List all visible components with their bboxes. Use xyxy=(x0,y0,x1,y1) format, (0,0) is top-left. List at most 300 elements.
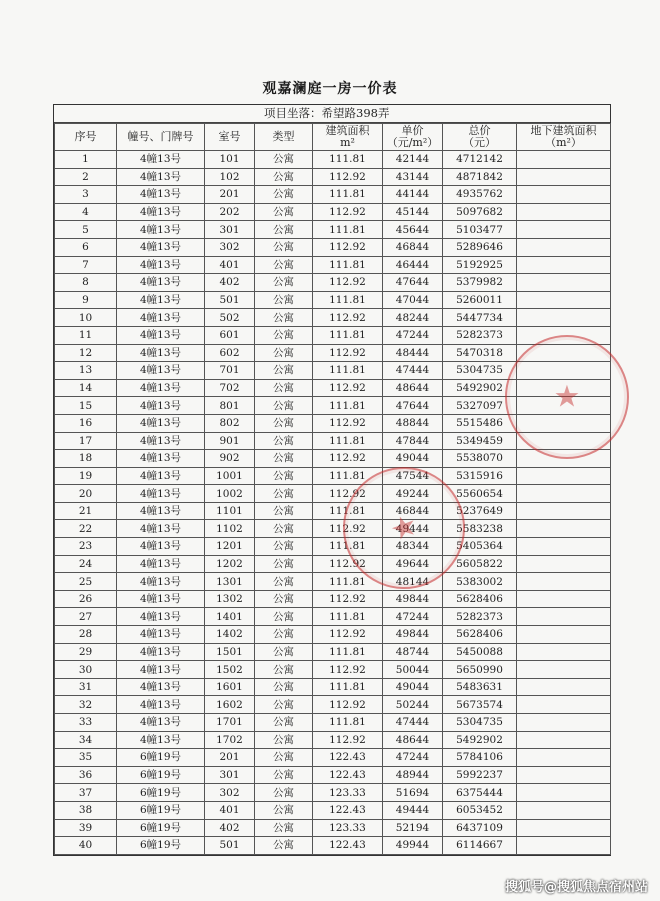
cell-underground-area xyxy=(517,467,611,485)
table-header-row xyxy=(55,124,611,151)
cell-area: 111.81 xyxy=(313,432,383,450)
cell-area: 112.92 xyxy=(313,274,383,292)
cell-unit-price: 46844 xyxy=(383,238,443,256)
cell-type: 公寓 xyxy=(255,221,313,239)
cell-seq: 18 xyxy=(55,450,117,468)
cell-underground-area xyxy=(517,837,611,855)
cell-unit-price: 50244 xyxy=(383,696,443,714)
cell-seq: 36 xyxy=(55,766,117,784)
cell-area: 111.81 xyxy=(313,678,383,696)
table-row xyxy=(55,661,611,679)
cell-type: 公寓 xyxy=(255,485,313,503)
cell-type: 公寓 xyxy=(255,837,313,855)
cell-total-price: 5304735 xyxy=(443,714,517,732)
cell-room: 1401 xyxy=(205,608,255,626)
cell-type: 公寓 xyxy=(255,819,313,837)
cell-unit-price: 48144 xyxy=(383,573,443,591)
cell-building: 4幢13号 xyxy=(117,186,205,204)
cell-room: 1602 xyxy=(205,696,255,714)
cell-room: 701 xyxy=(205,362,255,380)
cell-total-price: 5282373 xyxy=(443,326,517,344)
cell-room: 1301 xyxy=(205,573,255,591)
cell-type: 公寓 xyxy=(255,432,313,450)
table-row xyxy=(55,590,611,608)
cell-room: 1701 xyxy=(205,714,255,732)
cell-type: 公寓 xyxy=(255,696,313,714)
table-row xyxy=(55,151,611,169)
cell-unit-price: 49444 xyxy=(383,801,443,819)
cell-area: 112.92 xyxy=(313,450,383,468)
cell-type: 公寓 xyxy=(255,362,313,380)
cell-type: 公寓 xyxy=(255,661,313,679)
table-row xyxy=(55,819,611,837)
cell-total-price: 5450088 xyxy=(443,643,517,661)
table-row xyxy=(55,520,611,538)
table-row xyxy=(55,555,611,573)
cell-type: 公寓 xyxy=(255,749,313,767)
table-row xyxy=(55,626,611,644)
cell-type: 公寓 xyxy=(255,538,313,556)
cell-room: 201 xyxy=(205,186,255,204)
cell-type: 公寓 xyxy=(255,326,313,344)
cell-type: 公寓 xyxy=(255,520,313,538)
cell-underground-area xyxy=(517,801,611,819)
header-underground-area: 地下建筑面积 （m²） xyxy=(517,124,611,151)
table-row xyxy=(55,608,611,626)
cell-seq: 26 xyxy=(55,590,117,608)
cell-room: 402 xyxy=(205,819,255,837)
cell-seq: 27 xyxy=(55,608,117,626)
cell-seq: 37 xyxy=(55,784,117,802)
table-row xyxy=(55,467,611,485)
cell-building: 4幢13号 xyxy=(117,238,205,256)
cell-total-price: 5405364 xyxy=(443,538,517,556)
cell-area: 112.92 xyxy=(313,590,383,608)
table-body xyxy=(55,151,611,855)
cell-building: 4幢13号 xyxy=(117,590,205,608)
cell-total-price: 5470318 xyxy=(443,344,517,362)
cell-underground-area xyxy=(517,151,611,169)
cell-underground-area xyxy=(517,749,611,767)
cell-type: 公寓 xyxy=(255,274,313,292)
cell-room: 1001 xyxy=(205,467,255,485)
price-table xyxy=(54,123,611,855)
cell-seq: 35 xyxy=(55,749,117,767)
cell-building: 4幢13号 xyxy=(117,274,205,292)
cell-unit-price: 44144 xyxy=(383,186,443,204)
cell-total-price: 5237649 xyxy=(443,502,517,520)
table-row xyxy=(55,221,611,239)
cell-total-price: 4871842 xyxy=(443,168,517,186)
table-row xyxy=(55,837,611,855)
cell-building: 6幢19号 xyxy=(117,784,205,802)
cell-unit-price: 49844 xyxy=(383,626,443,644)
cell-type: 公寓 xyxy=(255,168,313,186)
cell-seq: 38 xyxy=(55,801,117,819)
table-row xyxy=(55,326,611,344)
cell-unit-price: 47444 xyxy=(383,362,443,380)
cell-area: 111.81 xyxy=(313,326,383,344)
cell-total-price: 5379982 xyxy=(443,274,517,292)
cell-room: 1501 xyxy=(205,643,255,661)
cell-building: 4幢13号 xyxy=(117,168,205,186)
cell-seq: 9 xyxy=(55,291,117,309)
cell-building: 4幢13号 xyxy=(117,344,205,362)
cell-unit-price: 49244 xyxy=(383,485,443,503)
cell-total-price: 5628406 xyxy=(443,626,517,644)
cell-unit-price: 47244 xyxy=(383,749,443,767)
cell-area: 111.81 xyxy=(313,573,383,591)
cell-seq: 31 xyxy=(55,678,117,696)
cell-unit-price: 48444 xyxy=(383,344,443,362)
cell-room: 1101 xyxy=(205,502,255,520)
cell-area: 112.92 xyxy=(313,203,383,221)
cell-total-price: 5784106 xyxy=(443,749,517,767)
table-row xyxy=(55,256,611,274)
cell-underground-area xyxy=(517,238,611,256)
cell-unit-price: 48244 xyxy=(383,309,443,327)
cell-total-price: 4935762 xyxy=(443,186,517,204)
cell-type: 公寓 xyxy=(255,344,313,362)
cell-total-price: 5483631 xyxy=(443,678,517,696)
cell-unit-price: 47544 xyxy=(383,467,443,485)
cell-room: 901 xyxy=(205,432,255,450)
cell-type: 公寓 xyxy=(255,643,313,661)
cell-unit-price: 43144 xyxy=(383,168,443,186)
cell-building: 4幢13号 xyxy=(117,502,205,520)
cell-seq: 19 xyxy=(55,467,117,485)
cell-room: 501 xyxy=(205,837,255,855)
cell-underground-area xyxy=(517,731,611,749)
cell-seq: 3 xyxy=(55,186,117,204)
cell-seq: 12 xyxy=(55,344,117,362)
cell-underground-area xyxy=(517,573,611,591)
header-seq: 序号 xyxy=(55,124,117,151)
cell-total-price: 5304735 xyxy=(443,362,517,380)
cell-room: 902 xyxy=(205,450,255,468)
cell-seq: 34 xyxy=(55,731,117,749)
cell-total-price: 5282373 xyxy=(443,608,517,626)
cell-seq: 25 xyxy=(55,573,117,591)
cell-total-price: 6437109 xyxy=(443,819,517,837)
cell-seq: 33 xyxy=(55,714,117,732)
cell-underground-area xyxy=(517,502,611,520)
cell-unit-price: 46844 xyxy=(383,502,443,520)
cell-seq: 29 xyxy=(55,643,117,661)
cell-area: 111.81 xyxy=(313,151,383,169)
cell-type: 公寓 xyxy=(255,450,313,468)
cell-building: 4幢13号 xyxy=(117,678,205,696)
header-total-price: 总价 （元） xyxy=(443,124,517,151)
cell-building: 6幢19号 xyxy=(117,837,205,855)
cell-type: 公寓 xyxy=(255,626,313,644)
table-row xyxy=(55,450,611,468)
cell-room: 301 xyxy=(205,221,255,239)
cell-building: 4幢13号 xyxy=(117,608,205,626)
cell-underground-area xyxy=(517,221,611,239)
cell-room: 1502 xyxy=(205,661,255,679)
cell-area: 112.92 xyxy=(313,731,383,749)
cell-type: 公寓 xyxy=(255,784,313,802)
cell-total-price: 5538070 xyxy=(443,450,517,468)
cell-unit-price: 47244 xyxy=(383,608,443,626)
cell-total-price: 4712142 xyxy=(443,151,517,169)
table-row xyxy=(55,784,611,802)
cell-total-price: 6375444 xyxy=(443,784,517,802)
header-type: 类型 xyxy=(255,124,313,151)
cell-total-price: 5349459 xyxy=(443,432,517,450)
cell-type: 公寓 xyxy=(255,714,313,732)
cell-room: 1402 xyxy=(205,626,255,644)
cell-seq: 32 xyxy=(55,696,117,714)
cell-room: 1102 xyxy=(205,520,255,538)
cell-underground-area xyxy=(517,784,611,802)
cell-underground-area xyxy=(517,819,611,837)
cell-area: 111.81 xyxy=(313,538,383,556)
table-row xyxy=(55,309,611,327)
cell-area: 112.92 xyxy=(313,626,383,644)
cell-total-price: 5673574 xyxy=(443,696,517,714)
cell-unit-price: 47844 xyxy=(383,432,443,450)
cell-room: 1302 xyxy=(205,590,255,608)
cell-total-price: 5583238 xyxy=(443,520,517,538)
cell-room: 702 xyxy=(205,379,255,397)
cell-type: 公寓 xyxy=(255,555,313,573)
cell-room: 302 xyxy=(205,238,255,256)
table-row xyxy=(55,643,611,661)
cell-seq: 1 xyxy=(55,151,117,169)
cell-underground-area xyxy=(517,309,611,327)
table-row xyxy=(55,291,611,309)
cell-building: 4幢13号 xyxy=(117,432,205,450)
cell-building: 4幢13号 xyxy=(117,520,205,538)
cell-building: 4幢13号 xyxy=(117,326,205,344)
cell-total-price: 6114667 xyxy=(443,837,517,855)
cell-type: 公寓 xyxy=(255,151,313,169)
cell-seq: 2 xyxy=(55,168,117,186)
cell-underground-area xyxy=(517,643,611,661)
cell-total-price: 5097682 xyxy=(443,203,517,221)
cell-unit-price: 49944 xyxy=(383,837,443,855)
cell-type: 公寓 xyxy=(255,203,313,221)
cell-type: 公寓 xyxy=(255,590,313,608)
cell-area: 112.92 xyxy=(313,696,383,714)
cell-seq: 28 xyxy=(55,626,117,644)
cell-seq: 16 xyxy=(55,414,117,432)
cell-area: 112.92 xyxy=(313,379,383,397)
cell-seq: 39 xyxy=(55,819,117,837)
cell-room: 202 xyxy=(205,203,255,221)
cell-underground-area xyxy=(517,485,611,503)
cell-unit-price: 50044 xyxy=(383,661,443,679)
cell-type: 公寓 xyxy=(255,678,313,696)
cell-unit-price: 48644 xyxy=(383,731,443,749)
table-row xyxy=(55,538,611,556)
cell-building: 4幢13号 xyxy=(117,573,205,591)
cell-room: 402 xyxy=(205,274,255,292)
cell-room: 201 xyxy=(205,749,255,767)
cell-area: 122.43 xyxy=(313,801,383,819)
cell-type: 公寓 xyxy=(255,309,313,327)
cell-total-price: 5383002 xyxy=(443,573,517,591)
source-watermark: 搜狐号@搜狐焦点宿州站 xyxy=(504,880,648,895)
cell-room: 1702 xyxy=(205,731,255,749)
cell-unit-price: 48744 xyxy=(383,643,443,661)
cell-area: 112.92 xyxy=(313,485,383,503)
cell-type: 公寓 xyxy=(255,801,313,819)
official-seal-stamp xyxy=(505,335,629,459)
cell-total-price: 5327097 xyxy=(443,397,517,415)
cell-room: 1601 xyxy=(205,678,255,696)
cell-seq: 30 xyxy=(55,661,117,679)
cell-total-price: 5315916 xyxy=(443,467,517,485)
cell-room: 102 xyxy=(205,168,255,186)
cell-type: 公寓 xyxy=(255,573,313,591)
cell-type: 公寓 xyxy=(255,467,313,485)
cell-unit-price: 49444 xyxy=(383,520,443,538)
table-row xyxy=(55,238,611,256)
cell-underground-area xyxy=(517,168,611,186)
cell-underground-area xyxy=(517,291,611,309)
cell-building: 4幢13号 xyxy=(117,397,205,415)
cell-area: 112.92 xyxy=(313,661,383,679)
cell-type: 公寓 xyxy=(255,608,313,626)
cell-room: 101 xyxy=(205,151,255,169)
cell-underground-area xyxy=(517,608,611,626)
cell-room: 302 xyxy=(205,784,255,802)
cell-area: 112.92 xyxy=(313,414,383,432)
cell-building: 6幢19号 xyxy=(117,801,205,819)
cell-building: 4幢13号 xyxy=(117,714,205,732)
cell-total-price: 5560654 xyxy=(443,485,517,503)
cell-building: 4幢13号 xyxy=(117,221,205,239)
cell-unit-price: 49644 xyxy=(383,555,443,573)
cell-total-price: 5192925 xyxy=(443,256,517,274)
cell-area: 111.81 xyxy=(313,608,383,626)
cell-unit-price: 49044 xyxy=(383,450,443,468)
cell-seq: 7 xyxy=(55,256,117,274)
table-row xyxy=(55,801,611,819)
cell-room: 401 xyxy=(205,801,255,819)
cell-building: 4幢13号 xyxy=(117,414,205,432)
cell-room: 1201 xyxy=(205,538,255,556)
cell-seq: 13 xyxy=(55,362,117,380)
cell-seq: 15 xyxy=(55,397,117,415)
cell-seq: 24 xyxy=(55,555,117,573)
cell-underground-area xyxy=(517,696,611,714)
cell-total-price: 5260011 xyxy=(443,291,517,309)
cell-unit-price: 48844 xyxy=(383,414,443,432)
cell-unit-price: 47444 xyxy=(383,714,443,732)
cell-total-price: 5515486 xyxy=(443,414,517,432)
cell-room: 501 xyxy=(205,291,255,309)
cell-unit-price: 47244 xyxy=(383,326,443,344)
cell-seq: 8 xyxy=(55,274,117,292)
cell-total-price: 5628406 xyxy=(443,590,517,608)
cell-room: 602 xyxy=(205,344,255,362)
cell-total-price: 5650990 xyxy=(443,661,517,679)
cell-area: 112.92 xyxy=(313,344,383,362)
cell-type: 公寓 xyxy=(255,379,313,397)
cell-area: 112.92 xyxy=(313,555,383,573)
cell-area: 111.81 xyxy=(313,221,383,239)
cell-building: 4幢13号 xyxy=(117,555,205,573)
table-row xyxy=(55,696,611,714)
cell-underground-area xyxy=(517,555,611,573)
cell-total-price: 5605822 xyxy=(443,555,517,573)
cell-building: 4幢13号 xyxy=(117,256,205,274)
header-building: 幢号、门牌号 xyxy=(117,124,205,151)
table-row xyxy=(55,749,611,767)
cell-area: 122.43 xyxy=(313,837,383,855)
cell-area: 112.92 xyxy=(313,238,383,256)
table-row xyxy=(55,766,611,784)
cell-underground-area xyxy=(517,714,611,732)
cell-seq: 4 xyxy=(55,203,117,221)
cell-building: 4幢13号 xyxy=(117,203,205,221)
cell-total-price: 5992237 xyxy=(443,766,517,784)
cell-building: 4幢13号 xyxy=(117,538,205,556)
cell-building: 4幢13号 xyxy=(117,661,205,679)
cell-unit-price: 42144 xyxy=(383,151,443,169)
cell-underground-area xyxy=(517,766,611,784)
cell-type: 公寓 xyxy=(255,502,313,520)
cell-area: 111.81 xyxy=(313,467,383,485)
cell-unit-price: 49844 xyxy=(383,590,443,608)
cell-underground-area xyxy=(517,520,611,538)
cell-building: 4幢13号 xyxy=(117,626,205,644)
cell-underground-area xyxy=(517,538,611,556)
cell-unit-price: 48344 xyxy=(383,538,443,556)
cell-building: 4幢13号 xyxy=(117,643,205,661)
cell-room: 802 xyxy=(205,414,255,432)
cell-total-price: 5103477 xyxy=(443,221,517,239)
cell-building: 6幢19号 xyxy=(117,749,205,767)
cell-type: 公寓 xyxy=(255,414,313,432)
cell-type: 公寓 xyxy=(255,256,313,274)
cell-building: 6幢19号 xyxy=(117,766,205,784)
cell-seq: 11 xyxy=(55,326,117,344)
cell-unit-price: 48644 xyxy=(383,379,443,397)
table-row xyxy=(55,168,611,186)
cell-room: 601 xyxy=(205,326,255,344)
table-row xyxy=(55,485,611,503)
table-row xyxy=(55,502,611,520)
cell-area: 111.81 xyxy=(313,362,383,380)
cell-underground-area xyxy=(517,274,611,292)
table-row xyxy=(55,678,611,696)
cell-area: 122.43 xyxy=(313,766,383,784)
cell-room: 1002 xyxy=(205,485,255,503)
cell-total-price: 5492902 xyxy=(443,731,517,749)
cell-area: 112.92 xyxy=(313,168,383,186)
cell-total-price: 6053452 xyxy=(443,801,517,819)
cell-building: 4幢13号 xyxy=(117,467,205,485)
cell-unit-price: 52194 xyxy=(383,819,443,837)
cell-area: 111.81 xyxy=(313,291,383,309)
cell-area: 111.81 xyxy=(313,714,383,732)
cell-room: 502 xyxy=(205,309,255,327)
cell-unit-price: 48944 xyxy=(383,766,443,784)
table-row xyxy=(55,203,611,221)
cell-area: 111.81 xyxy=(313,256,383,274)
cell-unit-price: 51694 xyxy=(383,784,443,802)
cell-type: 公寓 xyxy=(255,291,313,309)
cell-room: 801 xyxy=(205,397,255,415)
cell-unit-price: 45144 xyxy=(383,203,443,221)
table-row xyxy=(55,714,611,732)
cell-area: 111.81 xyxy=(313,186,383,204)
